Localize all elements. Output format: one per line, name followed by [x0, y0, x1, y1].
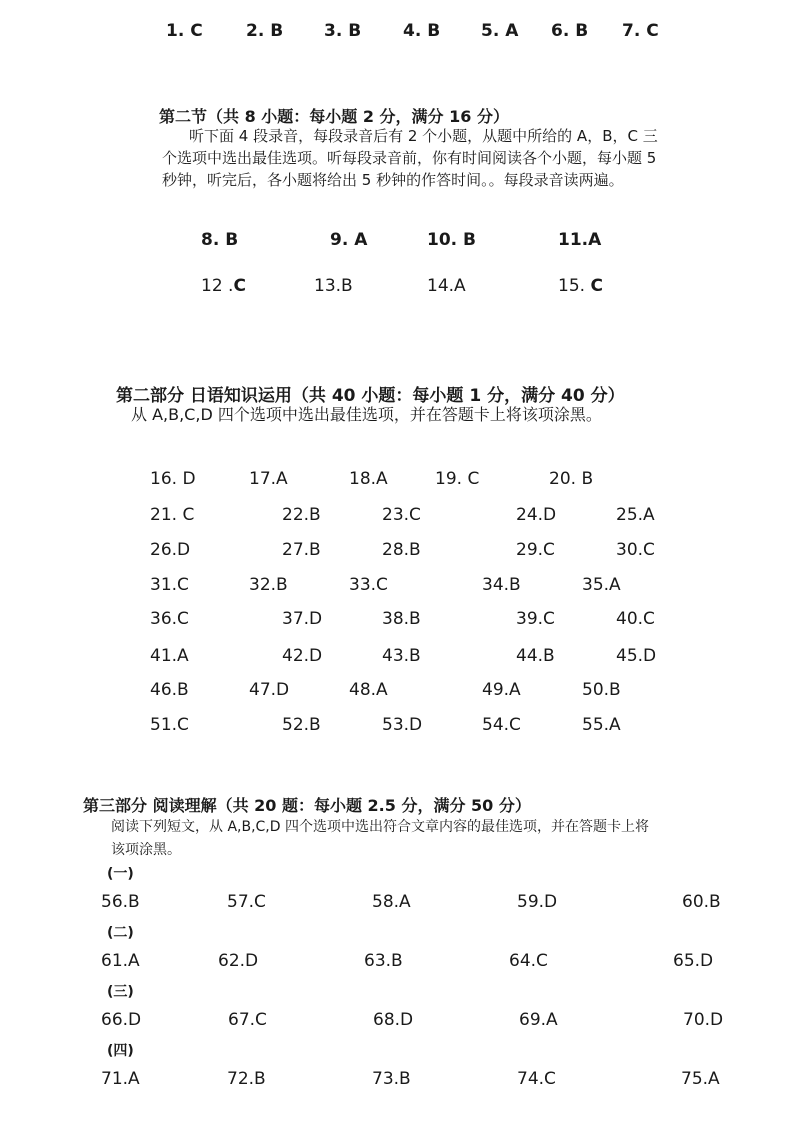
- answer-8: 8. B: [201, 230, 239, 250]
- group-label-3: (三): [107, 984, 134, 1000]
- answer-73: 73.B: [372, 1069, 411, 1089]
- answer-11: 11.A: [558, 230, 602, 250]
- answer-22: 22.B: [282, 505, 321, 525]
- answer-56: 56.B: [101, 892, 140, 912]
- part3-heading: 第三部分 阅读理解（共 20 题：每小题 2.5 分，满分 50 分）: [83, 796, 531, 815]
- answer-7: 7. C: [622, 21, 659, 41]
- answer-57: 57.C: [227, 892, 266, 912]
- answer-14: 14.A: [427, 276, 466, 296]
- answer-45: 45.D: [616, 646, 657, 666]
- answer-6: 6. B: [551, 21, 589, 41]
- answer-61: 61.A: [101, 951, 140, 971]
- answer-65: 65.D: [673, 951, 714, 971]
- answer-36: 36.C: [150, 609, 189, 629]
- answer-28: 28.B: [382, 540, 421, 560]
- answer-50: 50.B: [582, 680, 621, 700]
- answer-40: 40.C: [616, 609, 655, 629]
- answer-1: 1. C: [166, 21, 203, 41]
- answer-38: 38.B: [382, 609, 421, 629]
- answer-64: 64.C: [509, 951, 548, 971]
- answer-32: 32.B: [249, 575, 288, 595]
- answer-5: 5. A: [481, 21, 519, 41]
- answer-26: 26.D: [150, 540, 191, 560]
- answer-16: 16. D: [150, 469, 196, 489]
- answer-55: 55.A: [582, 715, 621, 735]
- answer-69: 69.A: [519, 1010, 558, 1030]
- answer-60: 60.B: [682, 892, 721, 912]
- answer-23: 23.C: [382, 505, 421, 525]
- answer-35: 35.A: [582, 575, 621, 595]
- answer-19: 19. C: [435, 469, 480, 489]
- answer-31: 31.C: [150, 575, 189, 595]
- answer-53: 53.D: [382, 715, 423, 735]
- answer-70: 70.D: [683, 1010, 724, 1030]
- answer-48: 48.A: [349, 680, 388, 700]
- answer-34: 34.B: [482, 575, 521, 595]
- answer-13: 13.B: [314, 276, 353, 296]
- section2-heading: 第二节（共 8 小题：每小题 2 分，满分 16 分）: [159, 107, 509, 126]
- answer-21: 21. C: [150, 505, 195, 525]
- answer-17: 17.A: [249, 469, 288, 489]
- answer-33: 33.C: [349, 575, 388, 595]
- answer-49: 49.A: [482, 680, 521, 700]
- answer-52: 52.B: [282, 715, 321, 735]
- answer-20: 20. B: [549, 469, 594, 489]
- group-label-2: (二): [107, 925, 134, 941]
- answer-37: 37.D: [282, 609, 323, 629]
- part2-heading: 第二部分 日语知识运用（共 40 小题：每小题 1 分，满分 40 分）: [116, 386, 625, 406]
- answer-59: 59.D: [517, 892, 558, 912]
- group-label-1: (一): [107, 866, 134, 882]
- answer-47: 47.D: [249, 680, 290, 700]
- answer-2: 2. B: [246, 21, 284, 41]
- group-label-4: (四): [107, 1043, 134, 1059]
- part3-instruction-2: 该项涂黑。: [111, 842, 181, 858]
- section2-instruction-2: 个选项中选出最佳选项。听每段录音前，你有时间阅读各个小题，每小题 5: [162, 149, 657, 167]
- answer-51: 51.C: [150, 715, 189, 735]
- answer-10: 10. B: [427, 230, 476, 250]
- answer-42: 42.D: [282, 646, 323, 666]
- answer-46: 46.B: [150, 680, 189, 700]
- answer-12: 12 .C: [201, 276, 246, 296]
- answer-3: 3. B: [324, 21, 362, 41]
- answer-39: 39.C: [516, 609, 555, 629]
- answer-74: 74.C: [517, 1069, 556, 1089]
- answer-4: 4. B: [403, 21, 441, 41]
- answer-54: 54.C: [482, 715, 521, 735]
- answer-75: 75.A: [681, 1069, 720, 1089]
- answer-62: 62.D: [218, 951, 259, 971]
- section2-instruction-1: 听下面 4 段录音，每段录音后有 2 个小题，从题中所给的 A，B，C 三: [189, 127, 658, 145]
- answer-18: 18.A: [349, 469, 388, 489]
- answer-41: 41.A: [150, 646, 189, 666]
- answer-72: 72.B: [227, 1069, 266, 1089]
- answer-63: 63.B: [364, 951, 403, 971]
- answer-58: 58.A: [372, 892, 411, 912]
- answer-43: 43.B: [382, 646, 421, 666]
- answer-71: 71.A: [101, 1069, 140, 1089]
- answer-66: 66.D: [101, 1010, 142, 1030]
- answer-15: 15. C: [558, 276, 603, 296]
- answer-29: 29.C: [516, 540, 555, 560]
- section2-instruction-3: 秒钟，听完后，各小题将给出 5 秒钟的作答时间。。每段录音读两遍。: [162, 171, 624, 189]
- answer-24: 24.D: [516, 505, 557, 525]
- answer-25: 25.A: [616, 505, 655, 525]
- part3-instruction-1: 阅读下列短文，从 A,B,C,D 四个选项中选出符合文章内容的最佳选项，并在答题卡上将: [111, 819, 649, 835]
- answer-9: 9. A: [330, 230, 368, 250]
- answer-27: 27.B: [282, 540, 321, 560]
- answer-67: 67.C: [228, 1010, 267, 1030]
- answer-68: 68.D: [373, 1010, 414, 1030]
- part2-instruction: 从 A,B,C,D 四个选项中选出最佳选项，并在答题卡上将该项涂黑。: [131, 405, 602, 424]
- answer-44: 44.B: [516, 646, 555, 666]
- answer-30: 30.C: [616, 540, 655, 560]
